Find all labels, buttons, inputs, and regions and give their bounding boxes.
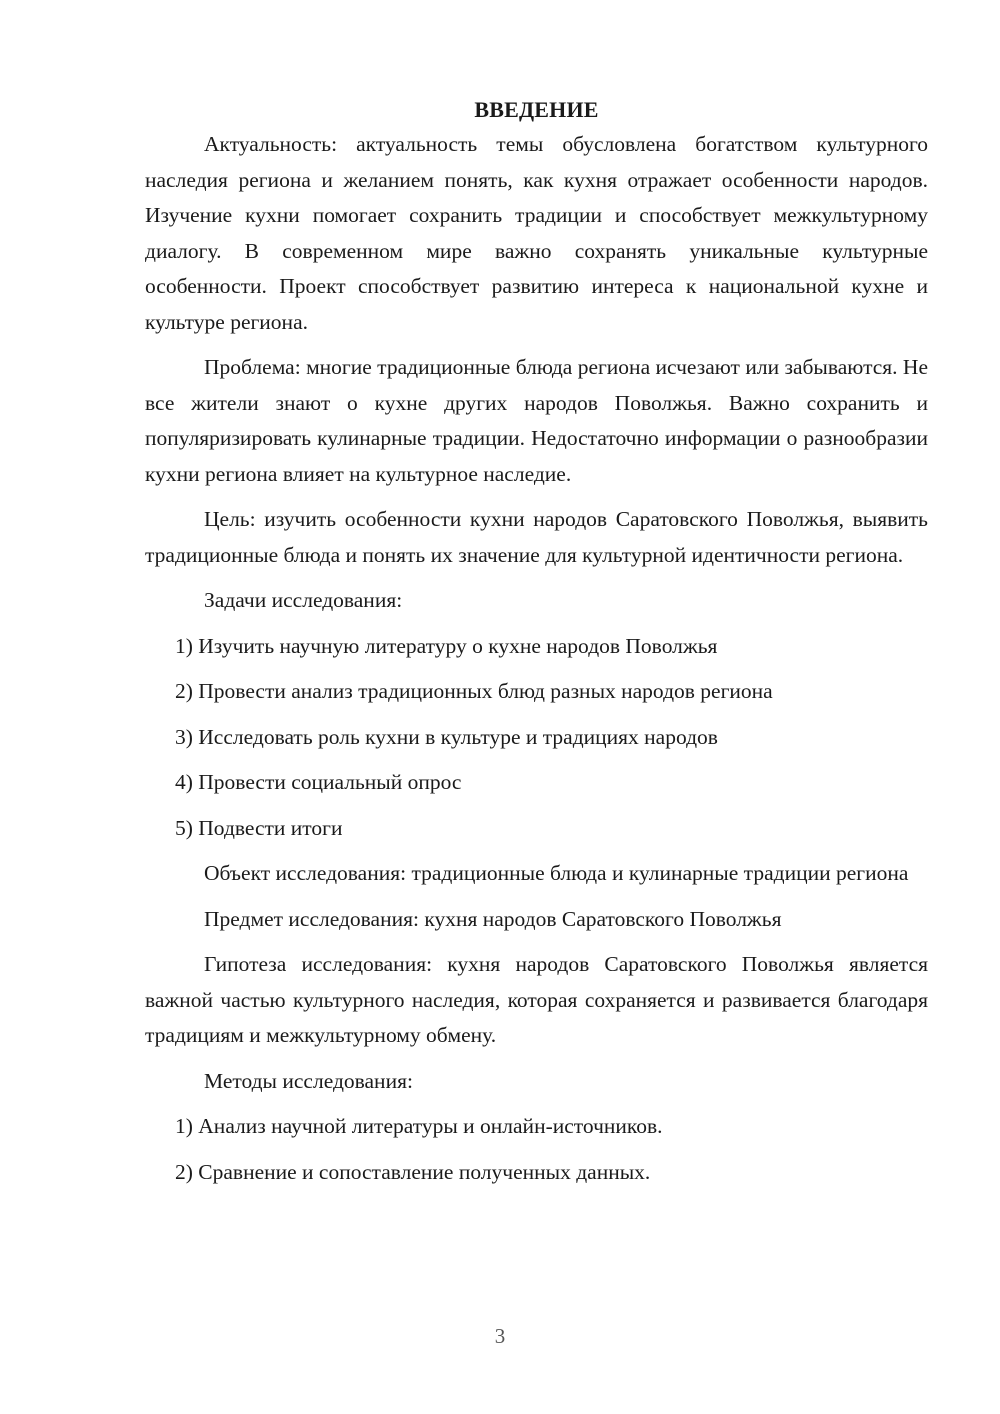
list-item: 1) Изучить научную литературу о кухне народов Поволжья: [175, 633, 718, 658]
relevance-paragraph: Актуальность: актуальность темы обусловлена богатством культурного наследия региона и желанием понять, как кухня отражает особенности народов. Изучение кухни помогает сохранить традиции и способствует межкультурному диалогу. В современном мире важно сохранять уникальные культурные особенности. Проект способствует развитию интереса к национальной кухне и культуре региона.: [145, 132, 928, 334]
list-item: 1) Анализ научной литературы и онлайн-источников.: [175, 1114, 663, 1138]
tasks-list: [145, 629, 928, 847]
tasks-title: Задачи исследования:: [204, 588, 403, 612]
list-item: 3) Исследовать роль кухни в культуре и традициях народов: [175, 724, 718, 749]
list-item: 4) Провести социальный опрос: [175, 770, 462, 794]
document-page: [145, 92, 928, 1200]
list-item: 2) Провести анализ традиционных блюд разных народов региона: [175, 679, 773, 703]
goal-paragraph: Цель: изучить особенности кухни народов Саратовского Поволжья, выявить традиционные блюда и понять их значение для культурной идентичности региона.: [145, 507, 928, 567]
hypothesis-paragraph: Гипотеза исследования: кухня народов Саратовского Поволжья является важной частью культурного наследия, которая сохраняется и развивается благодаря традициям и межкультурному обмену.: [145, 952, 928, 1047]
object-paragraph: Объект исследования: традиционные блюда и кулинарные традиции региона: [204, 861, 909, 885]
subject-paragraph: Предмет исследования: кухня народов Саратовского Поволжья: [204, 906, 782, 931]
methods-list: [145, 1109, 928, 1190]
methods-title: Методы исследования:: [204, 1068, 413, 1093]
list-item: 2) Сравнение и сопоставление полученных данных.: [175, 1159, 651, 1184]
list-item: 5) Подвести итоги: [175, 815, 343, 840]
page-number: 3: [494, 1324, 506, 1348]
problem-paragraph: Проблема: многие традиционные блюда региона исчезают или забываются. Не все жители знают о кухне других народов Поволжья. Важно сохранить и популяризировать кулинарные традиции. Недостаточно информации о разнообразии кухни региона влияет на культурное наследие.: [145, 355, 928, 486]
section-heading: ВВЕДЕНИЕ: [474, 97, 599, 122]
